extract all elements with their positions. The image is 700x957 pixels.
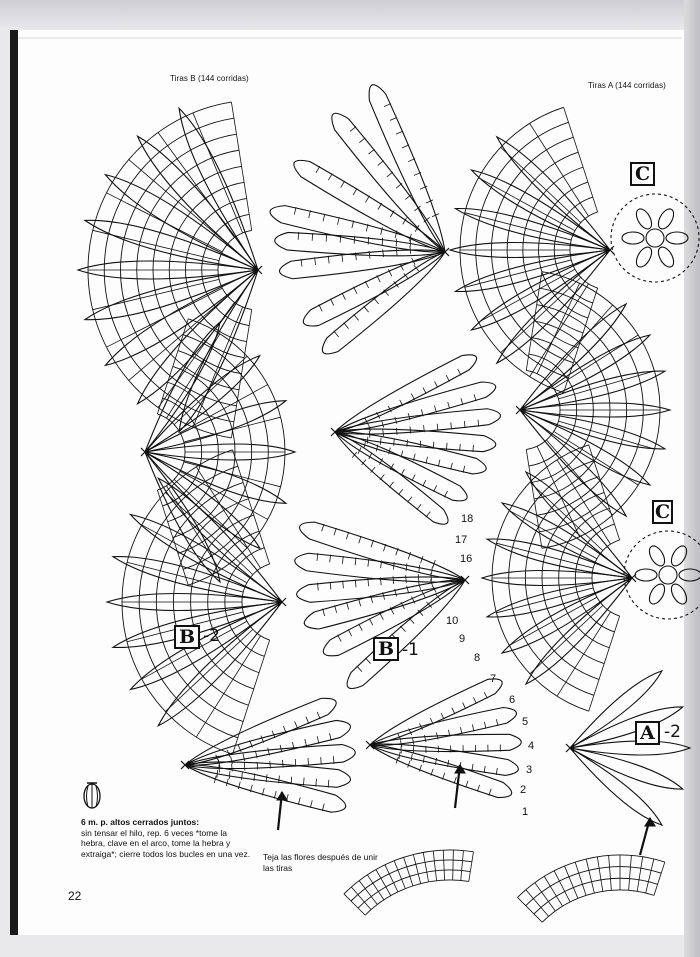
strip-b1-petal [369,85,445,252]
strip-b1-petal-tick [353,188,357,195]
strip-b1-petal-tick [396,248,397,256]
strip-b1-petal-tick [452,708,455,714]
strip-b2-petal-tick [226,779,228,786]
strip-a-grid [526,450,542,549]
strip-b1-petal-tick [312,233,313,241]
section-label-c-top: C [630,162,655,186]
strip-b1-petal-tick [419,582,421,589]
strip-b1-petal-tick [412,475,415,481]
strip-a-loop [570,741,690,755]
strip-b1-petal-tick [484,692,487,698]
strip-b1-petal-tick [354,236,355,244]
strip-b1-petal [335,355,477,432]
strip-b1-petal-tick [426,512,430,517]
strip-a-bottom-grid [535,883,556,911]
flower-petal [655,206,676,231]
strip-b1-petal [295,553,465,582]
strip-b1-bottom-grid [385,865,398,892]
strip-b1-petal-tick [398,489,402,494]
strip-b1-petal-tick [338,635,342,642]
strip-b1-petal-tick [446,375,449,381]
strip-b1-petal-tick [380,474,384,479]
flower-petal [668,582,689,607]
strip-a-grid [564,107,598,212]
strip-b2-petal-tick [295,721,298,728]
strip-b1-petal-tick [410,246,411,254]
flower-center [659,566,677,584]
strip-b1-petal-tick [387,172,393,177]
strip-b2-petal-tick [244,763,245,771]
strip-b1-petal-tick [408,761,410,768]
strip-b2-petal-tick [333,756,334,764]
strip-b1-bottom-grid [394,861,405,889]
strip-b2-petal-tick [321,757,322,765]
strip-b-loop [158,602,282,726]
strip-b1-petal-tick [466,781,468,788]
strip-a-bottom-grid [526,890,549,917]
strip-b1-petal-tick [359,536,361,543]
strip-b1-petal-tick [473,445,474,452]
row-number: 1 [522,806,529,818]
strip-b1-petal-tick [357,666,362,672]
strip-b1-bottom-grid [413,855,420,884]
strip-b1-petal-tick [417,504,421,509]
strip-b1-petal-tick [396,131,403,134]
strip-a-loop [502,578,632,653]
strip-b2-petal-tick [283,760,284,768]
strip-b1-petal-tick [359,599,361,606]
strip-b1-petal-tick [458,369,461,375]
strip-b1-petal-tick [394,439,395,446]
strip-b1-petal-tick [341,181,345,188]
strip-a-loop [497,137,610,250]
strip-b2-petal-tick [231,757,233,764]
strip-b1-petal-tick [369,618,373,625]
strip-b2-petal-tick [219,765,220,773]
strip-b1-petal-tick [446,443,447,450]
strip-b1-petal-tick [378,161,384,166]
strip-b1-petal-tick [463,703,466,709]
strip-b1-petal-tick [399,752,400,759]
strip-a-bottom-grid [517,855,664,897]
flower-petal [646,543,667,568]
flower-petal [668,543,689,568]
row-number: 9 [459,633,466,645]
strip-b1-petal-tick [434,485,437,491]
row-number: 10 [446,615,459,627]
row-number: 4 [528,740,535,752]
strip-b1-petal-tick [328,174,332,181]
assembly-note: Teja las flores después de unir las tiras [263,852,378,873]
strip-a-bottom-grid [597,857,602,892]
section-label-b1-letter: B [373,637,399,661]
row-number: 17 [455,534,468,546]
strip-b1-petal-tick [330,299,333,306]
strip-b1-petal-tick [346,532,348,539]
strip-b1-petal-tick [411,394,414,400]
row-number: 2 [520,784,527,796]
flower-petal [679,569,700,581]
strip-a-bottom-grid [565,866,578,898]
strip-b1-petal-tick [401,469,404,475]
strip-b1-petal-tick [319,304,322,311]
strip-b1-bottom-grid [443,850,444,880]
strip-a-grid [465,213,572,240]
strip-a-grid [558,371,654,399]
strip-b1-petal-tick [369,149,375,154]
strip-b1-petal-tick [383,429,384,436]
flower-picot-ring [611,194,699,282]
flower-petal [666,232,688,244]
strip-a-loop [502,503,632,578]
strip-b1-petal-tick [396,239,397,247]
strip-b1-petal-tick [359,138,365,143]
strip-b2-petal-tick [242,772,243,780]
strip-b1-petal-tick [414,265,419,271]
strip-b-loop [105,175,258,270]
strip-a-grid [558,421,654,449]
direction-arrow-head [277,792,287,800]
strip-b1-petal-tick [348,629,352,636]
row-number: 3 [526,764,533,776]
strip-b-loop [158,478,282,602]
strip-b1-petal-tick [326,234,327,242]
strip-b1-petal-tick [412,738,414,745]
strip-b-grid [196,467,260,568]
strip-b1-petal-tick [382,238,383,246]
strip-b1-petal-tick [359,624,363,631]
strip-b1-petal-tick [473,697,476,703]
strip-b-grid [231,310,251,438]
strip-a-grid [564,288,598,393]
legend-text: sin tensar el hilo, rep. 6 veces *tome la hebra, clave en el arco, tome la hebra y extraiga*; cierre todos los bucles en una vez. [81,827,251,859]
strip-b1-petal-tick [396,183,402,188]
strip-b1-petal-tick [358,447,361,453]
strip-b1-petal-tick [426,200,433,203]
strip-b2-petal-tick [229,771,230,779]
strip-b1-petal-tick [389,482,393,487]
page-number: 22 [68,889,82,903]
strip-b1-petal-tick [350,126,356,131]
section-label-b1-number: -1 [402,640,419,660]
strip-b2-petal-tick [317,712,320,719]
strip-b1-petal [347,580,465,688]
legend-title: 6 m. p. altos cerrados juntos: [81,817,200,827]
strip-b1-petal-tick [418,574,419,582]
strip-b1-petal-tick [411,754,412,761]
strip-b2-petal [185,762,350,787]
strip-b2-petal-tick [270,761,271,769]
row-number: 5 [522,716,529,728]
row-number: 16 [460,553,473,565]
strip-b1-petal-tick [366,196,370,203]
strip-b1-petal [275,232,445,255]
strip-b1-petal-tick [365,658,370,664]
flower-petal [633,245,654,270]
strip-b-grid [196,636,260,737]
stitch-legend [81,817,251,859]
strip-b-loop [105,270,258,365]
strip-b1-petal-tick [432,566,433,574]
strip-b1-petal-tick [323,214,325,221]
strip-b1-petal-tick [441,713,444,719]
strip-b1-petal-tick [423,480,426,486]
strip-b1-petal-tick [444,491,447,497]
strip-b1-bottom-grid [358,870,470,908]
strip-b1-petal-tick [407,586,409,593]
strip-a-bottom-grid [637,857,642,892]
strip-b1-petal-tick [365,281,368,288]
strip-b1-petal-tick [477,785,479,792]
strip-a-bottom-grid [654,862,665,895]
strip-b1-petal-tick [380,613,384,620]
strip-b1-petal-tick [408,159,415,162]
strip-b1-petal-tick [408,497,412,502]
strip-a-grid [589,616,620,711]
row-number: 8 [474,652,481,664]
strip-b2-petal-tick [306,717,309,724]
closed-cluster-icon [82,780,102,810]
strip-b1-petal-tick [402,145,409,148]
strip-b1-petal-tick [340,235,341,243]
strip-a-bottom-grid [534,878,658,914]
section-label-c-mid: C [652,500,673,524]
strip-b1-bottom-grid [453,850,454,880]
flower-petal [646,582,667,607]
strip-b1-bottom-grid [433,851,436,881]
strip-b1-petal-tick [380,438,381,445]
strip-a-header: Tiras A (144 corridas) [588,81,666,90]
row-number: 7 [490,673,497,685]
strip-b1-petal-tick [316,166,320,173]
strip-b1-petal-tick [407,440,408,447]
flower-petal [622,232,644,244]
strip-b1-petal-tick [460,444,461,451]
strip-b1-petal-tick [419,565,420,573]
strip-b1-petal-tick [384,104,391,107]
strip-b1-bottom-grid [461,851,464,881]
strip-a-bottom-grid [646,859,654,893]
section-label-b2-number: -2 [203,626,220,646]
strip-b1-petal-tick [334,528,336,535]
strip-b1-petal-tick [390,117,397,120]
strip-b2-petal-tick [298,797,300,804]
strip-b1-petal-tick [378,203,382,210]
strip-b1-petal-tick [342,293,345,300]
strip-b-grid [180,471,268,519]
section-label-a2-number: -2 [664,722,681,742]
strip-b2-petal-tick [217,770,218,778]
strip-b1-bottom-grid [365,880,469,915]
strip-b1-bottom-grid [469,852,474,882]
strip-b-header: Tiras B (144 corridas) [170,74,249,83]
row-number: 18 [461,513,474,525]
row-number: 6 [509,694,516,706]
strip-b1-bottom-grid [404,857,413,886]
strip-a-grid [509,597,597,645]
strip-b1-petal-tick [400,626,405,632]
strip-b1-petal-tick [421,556,423,563]
strip-b1-petal-tick [354,314,359,320]
flower-petal [633,206,654,231]
strip-b1-petal-tick [347,602,349,609]
strip-b1-petal-tick [406,563,407,571]
strip-b1-bottom-grid [423,852,428,882]
strip-a-bottom-grid [575,862,586,895]
strip-b1-petal-tick [364,306,369,312]
strip-b2-petal-tick [243,754,245,761]
section-label-a2-letter: A [635,721,660,745]
strip-a-bottom-grid [609,855,612,890]
flower-center [646,229,664,247]
strip-b-grid [157,414,185,490]
strip-a-loop [570,748,662,825]
strip-b1-petal-tick [409,618,414,624]
section-label-b2-letter: B [174,625,200,649]
strip-b1-petal [280,250,445,279]
strip-b1-petal-tick [374,298,379,304]
strip-b-grid [93,279,219,309]
strip-b1-petal-tick [454,777,456,784]
strip-b1-petal-tick [354,287,357,294]
strip-b1-petal-tick [406,575,407,583]
strip-b-grid [93,230,219,260]
strip-a-bottom-grid [526,867,661,906]
flower-petal [655,245,676,270]
strip-a-bottom-grid [629,855,632,890]
strip-b-loop [130,515,282,603]
strip-a-bottom-grid [586,859,594,893]
strip-b1-petal-tick [423,388,426,394]
strip-b1-petal-tick [344,323,349,329]
strip-a-grid [557,612,611,696]
strip-b1-petal-tick [396,428,397,435]
strip-b1-petal-tick [435,381,438,387]
strip-b1-petal-tick [448,402,450,409]
strip-b2-petal-tick [308,758,309,766]
strip-a-grid [465,260,572,287]
strip-b1-petal-tick [382,421,384,428]
flower-petal [635,569,657,581]
strip-b1-bottom-grid [359,881,377,905]
strip-b1-petal-tick [334,331,339,337]
strip-b1-petal-tick [298,232,299,240]
strip-a-bottom-grid [554,871,570,902]
strip-b2-petal-tick [305,739,307,746]
strip-b1-petal-tick [368,237,369,245]
strip-b-grid [231,102,251,230]
